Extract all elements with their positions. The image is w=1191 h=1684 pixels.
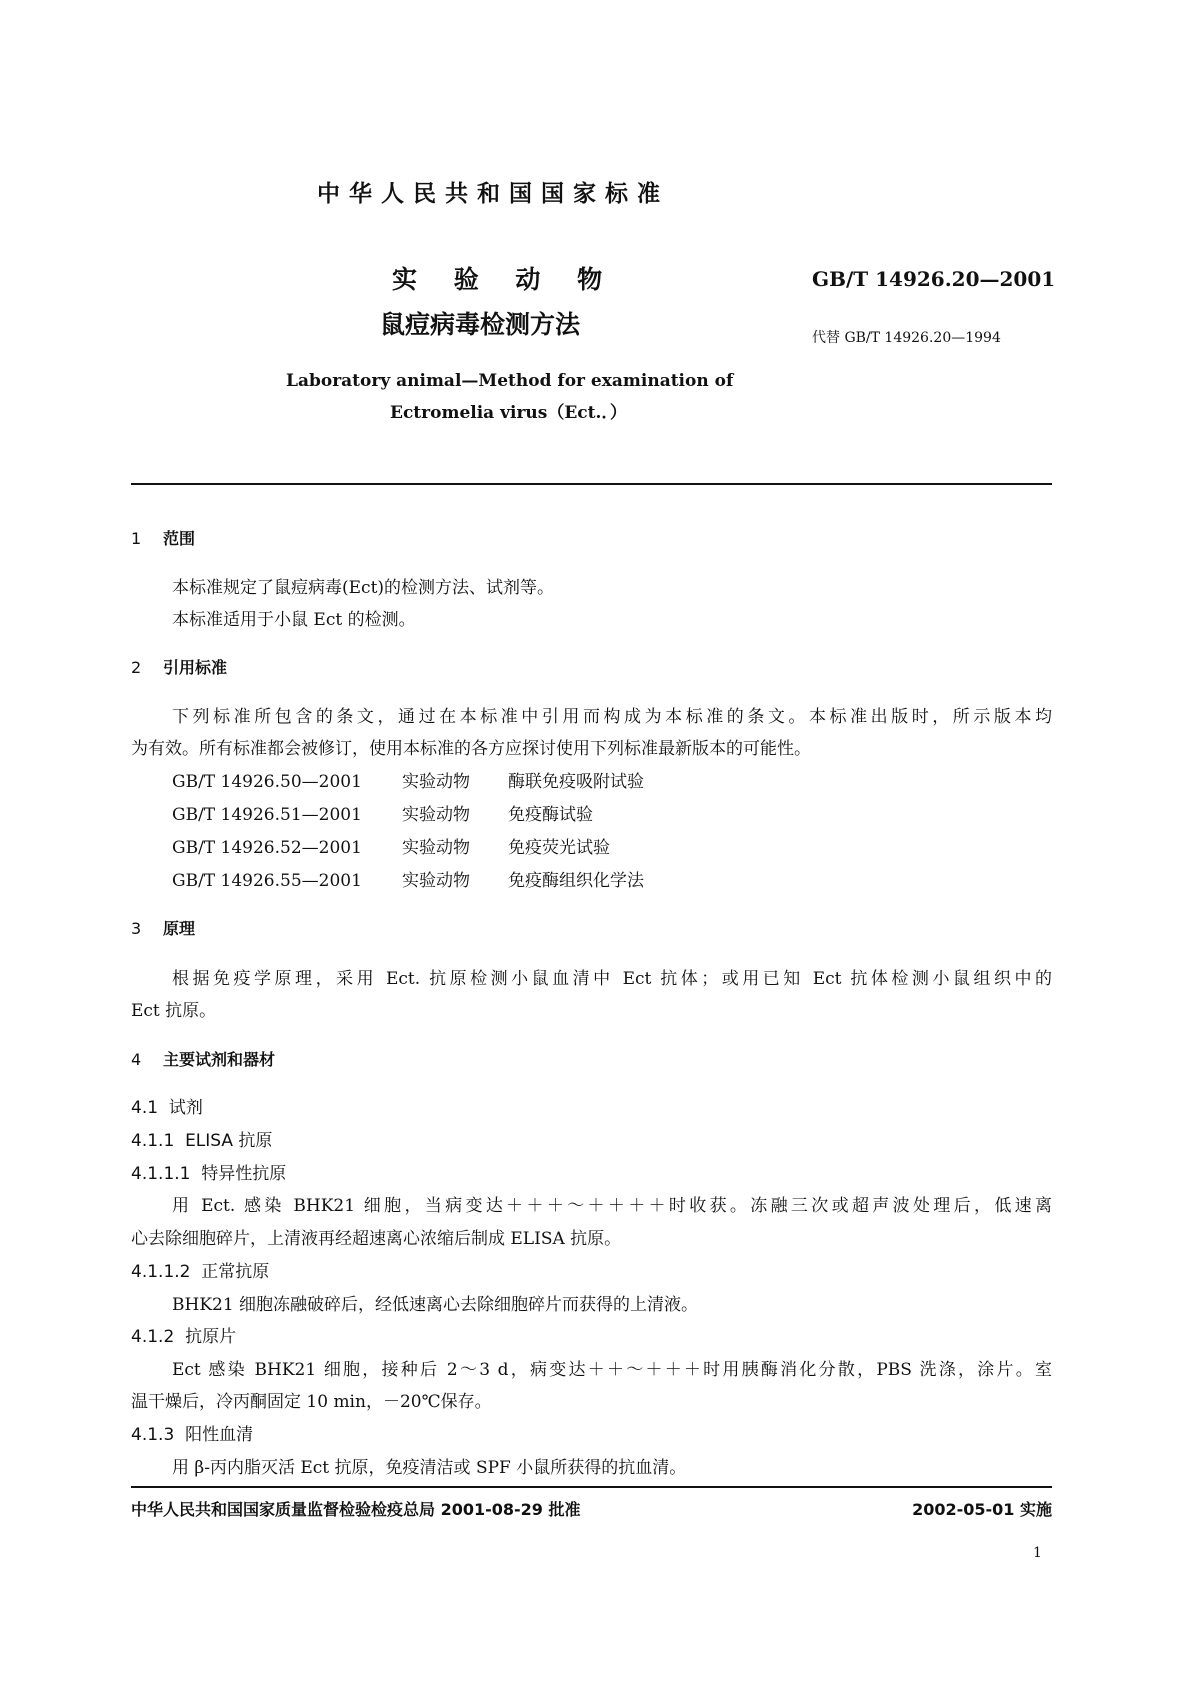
section-heading-2: 2 引用标准 [131, 658, 228, 677]
paragraph: 用 Ect. 感染 BHK21 细胞，当病变达＋＋＋～＋＋＋＋时收获。冻融三次或超声波处理后，低速离 [172, 1196, 1052, 1216]
page-number: 1 [1033, 1545, 1042, 1561]
paragraph: BHK21 细胞冻融破碎后，经低速离心去除细胞碎片而获得的上清液。 [172, 1295, 699, 1315]
title-line-1: 实 验 动 物 [392, 265, 617, 294]
paragraph: Ect 抗原。 [131, 1001, 217, 1021]
reference-item: GB/T 14926.51—2001 实验动物 免疫酶试验 [172, 805, 593, 825]
title-line-2: 鼠痘病毒检测方法 [380, 310, 581, 339]
reference-item: GB/T 14926.55—2001 实验动物 免疫酶组织化学法 [172, 871, 644, 891]
replaces-code: 代替 GB/T 14926.20—1994 [812, 330, 1001, 346]
section-heading-4: 4 主要试剂和器材 [131, 1050, 276, 1069]
english-title-1: Laboratory animal—Method for examination of [286, 371, 734, 391]
paragraph: 用 β-丙内脂灭活 Ect 抗原，免疫清洁或 SPF 小鼠所获得的抗血清。 [172, 1458, 687, 1478]
subsection-heading: 4.1.1.1 特异性抗原 [131, 1164, 287, 1184]
english-title-2: Ectromelia virus（Ect.．） [390, 403, 627, 423]
paragraph: 本标准适用于小鼠 Ect 的检测。 [172, 610, 416, 630]
section-heading-3: 3 原理 [131, 919, 196, 938]
reference-item: GB/T 14926.50—2001 实验动物 酶联免疫吸附试验 [172, 772, 644, 792]
subsection-heading: 4.1.2 抗原片 [131, 1327, 237, 1347]
subsection-heading: 4.1.3 阳性血清 [131, 1425, 254, 1445]
header-divider [131, 483, 1052, 485]
section-heading-1: 1 范围 [131, 529, 196, 548]
subsection-heading: 4.1.1 ELISA 抗原 [131, 1131, 273, 1151]
footer-divider [131, 1486, 1052, 1488]
paragraph: 根据免疫学原理，采用 Ect. 抗原检测小鼠血清中 Ect 抗体；或用已知 Ect 抗体检测小鼠组织中的 [172, 969, 1052, 989]
paragraph: 本标准规定了鼠痘病毒(Ect)的检测方法、试剂等。 [172, 578, 555, 598]
paragraph: 下列标准所包含的条文，通过在本标准中引用而构成为本标准的条文。本标准出版时，所示版本均 [172, 707, 1052, 727]
national-standard-heading: 中华人民共和国国家标准 [317, 181, 669, 207]
paragraph: 温干燥后，冷丙酮固定 10 min，－20℃保存。 [131, 1392, 492, 1412]
subsection-heading: 4.1 试剂 [131, 1098, 203, 1118]
subsection-heading: 4.1.1.2 正常抗原 [131, 1262, 270, 1282]
paragraph: Ect 感染 BHK21 细胞，接种后 2～3 d，病变达＋＋～＋＋＋时用胰酶消化分散，PBS 洗涤，涂片。室 [172, 1360, 1052, 1380]
reference-item: GB/T 14926.52—2001 实验动物 免疫荧光试验 [172, 838, 610, 858]
footer-effective-date: 2002-05-01 实施 [912, 1500, 1052, 1519]
footer-issuer: 中华人民共和国国家质量监督检验检疫总局 2001-08-29 批准 [131, 1500, 581, 1519]
paragraph: 为有效。所有标准都会被修订，使用本标准的各方应探讨使用下列标准最新版本的可能性。 [131, 739, 811, 759]
paragraph: 心去除细胞碎片，上清液再经超速离心浓缩后制成 ELISA 抗原。 [131, 1229, 622, 1249]
standard-code: GB/T 14926.20—2001 [812, 267, 1056, 291]
